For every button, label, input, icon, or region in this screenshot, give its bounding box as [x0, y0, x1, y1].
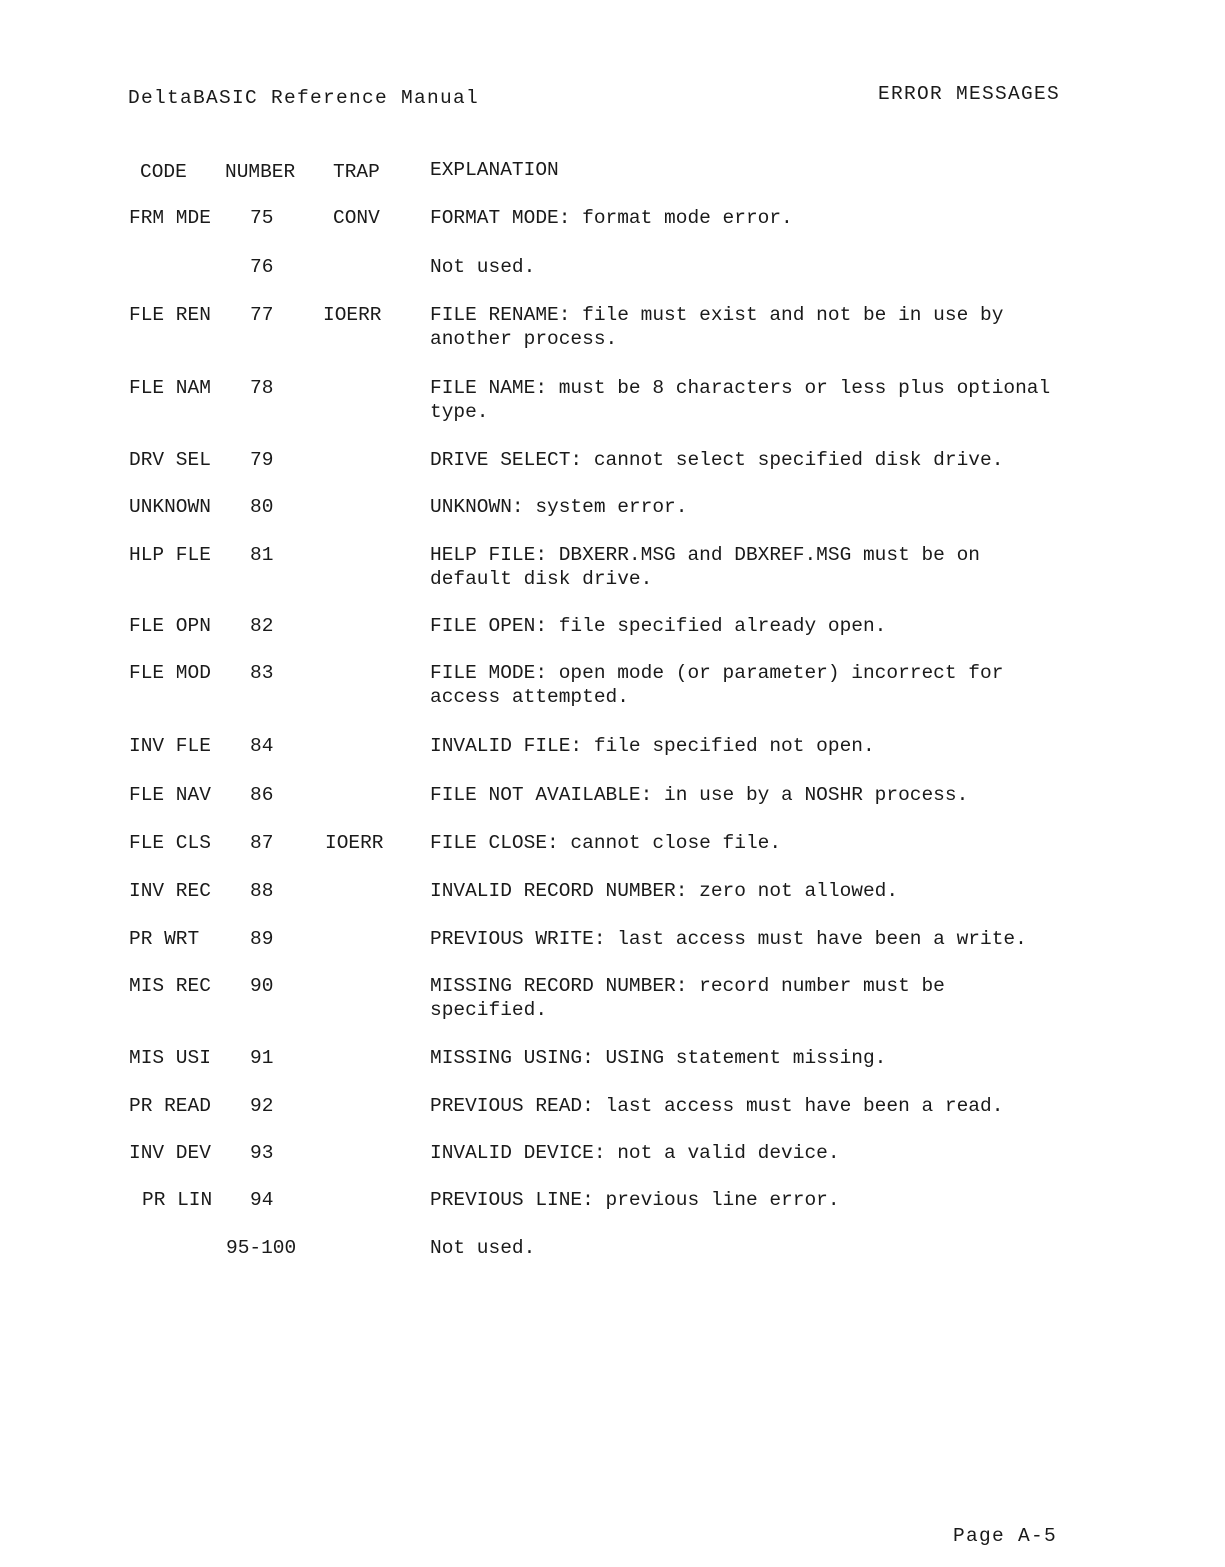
explanation-line: type. — [430, 401, 489, 423]
explanation — [430, 927, 1027, 951]
table-row — [0, 255, 1225, 305]
explanation — [430, 974, 945, 1022]
explanation-line: another process. — [430, 328, 618, 350]
explanation-line: MISSING USING: USING statement missing. — [430, 1047, 887, 1069]
error-number: 80 — [250, 496, 274, 518]
trap-type: CONV — [333, 207, 380, 229]
explanation-line: FILE RENAME: file must exist and not be in use by — [430, 304, 1004, 326]
error-number: 92 — [250, 1095, 274, 1117]
trap-type: IOERR — [325, 832, 384, 854]
error-code: INV REC — [129, 880, 211, 902]
error-number: 87 — [250, 832, 274, 854]
explanation — [430, 206, 793, 230]
error-number: 76 — [250, 256, 274, 278]
error-code: MIS USI — [129, 1047, 211, 1069]
table-row — [0, 831, 1225, 881]
explanation-line: FILE CLOSE: cannot close file. — [430, 832, 782, 854]
table-row — [0, 783, 1225, 833]
explanation — [430, 783, 968, 807]
document-title: DeltaBASIC Reference Manual — [128, 87, 480, 109]
explanation-line: access attempted. — [430, 686, 629, 708]
explanation — [430, 661, 1003, 709]
error-code: FLE OPN — [129, 615, 211, 637]
explanation-line: default disk drive. — [430, 568, 653, 590]
explanation-line: INVALID RECORD NUMBER: zero not allowed. — [430, 880, 899, 902]
error-code: INV DEV — [129, 1142, 211, 1164]
explanation-line: UNKNOWN: system error. — [430, 496, 688, 518]
explanation-line: FILE MODE: open mode (or parameter) incorrect for — [430, 662, 1004, 684]
error-code: FLE REN — [129, 304, 211, 326]
error-code: MIS REC — [129, 975, 211, 997]
explanation-line: INVALID DEVICE: not a valid device. — [430, 1142, 840, 1164]
table-row — [0, 734, 1225, 784]
error-number: 95-100 — [226, 1237, 297, 1259]
error-number: 91 — [250, 1047, 274, 1069]
error-number: 90 — [250, 975, 274, 997]
table-row — [0, 1094, 1225, 1144]
error-code: UNKNOWN — [129, 496, 211, 518]
explanation-line: PREVIOUS WRITE: last access must have been a write. — [430, 928, 1027, 950]
explanation — [430, 1188, 840, 1212]
explanation — [430, 1236, 535, 1260]
error-number: 75 — [250, 207, 274, 229]
page-number: Page A-5 — [953, 1525, 1058, 1547]
trap-type: IOERR — [323, 304, 382, 326]
explanation — [430, 879, 898, 903]
error-number: 86 — [250, 784, 274, 806]
explanation-line: FORMAT MODE: format mode error. — [430, 207, 793, 229]
table-row — [0, 927, 1225, 977]
error-number: 83 — [250, 662, 274, 684]
table-row — [0, 614, 1225, 664]
column-header-number: NUMBER — [225, 161, 296, 183]
table-row — [0, 376, 1225, 426]
explanation-line: Not used. — [430, 256, 536, 278]
error-code: FLE NAV — [129, 784, 211, 806]
explanation-line: specified. — [430, 999, 548, 1021]
explanation-line: PREVIOUS LINE: previous line error. — [430, 1189, 840, 1211]
explanation-line: FILE NAME: must be 8 characters or less plus optional — [430, 377, 1051, 399]
error-number: 82 — [250, 615, 274, 637]
explanation — [430, 1094, 1003, 1118]
explanation — [430, 543, 980, 591]
explanation — [430, 448, 1003, 472]
error-code: FRM MDE — [129, 207, 211, 229]
error-code: DRV SEL — [129, 449, 211, 471]
table-row — [0, 1188, 1225, 1238]
error-code: PR READ — [129, 1095, 211, 1117]
error-number: 84 — [250, 735, 274, 757]
explanation — [430, 614, 886, 638]
table-row — [0, 661, 1225, 711]
error-number: 93 — [250, 1142, 274, 1164]
table-row — [0, 1236, 1225, 1286]
table-row — [0, 495, 1225, 545]
explanation — [430, 495, 687, 519]
table-row — [0, 448, 1225, 498]
explanation — [430, 255, 535, 279]
explanation — [430, 734, 875, 758]
table-row — [0, 974, 1225, 1024]
explanation-line: FILE OPEN: file specified already open. — [430, 615, 887, 637]
column-header-code: CODE — [140, 161, 187, 183]
table-row — [0, 1046, 1225, 1096]
error-code: PR LIN — [142, 1189, 213, 1211]
explanation — [430, 303, 1003, 351]
table-row — [0, 1141, 1225, 1191]
section-title: ERROR MESSAGES — [878, 83, 1061, 105]
explanation — [430, 831, 781, 855]
table-row — [0, 303, 1225, 353]
error-code: FLE MOD — [129, 662, 211, 684]
error-code: INV FLE — [129, 735, 211, 757]
column-header-trap: TRAP — [333, 161, 380, 183]
table-row — [0, 206, 1225, 256]
explanation-line: HELP FILE: DBXERR.MSG and DBXREF.MSG must be on — [430, 544, 980, 566]
explanation-line: MISSING RECORD NUMBER: record number must be — [430, 975, 945, 997]
error-code: FLE NAM — [129, 377, 211, 399]
explanation — [430, 376, 1050, 424]
explanation-line: INVALID FILE: file specified not open. — [430, 735, 875, 757]
error-number: 78 — [250, 377, 274, 399]
explanation — [430, 1141, 840, 1165]
error-number: 94 — [250, 1189, 274, 1211]
explanation-line: Not used. — [430, 1237, 536, 1259]
table-row — [0, 879, 1225, 929]
explanation-line: PREVIOUS READ: last access must have been a read. — [430, 1095, 1004, 1117]
error-number: 88 — [250, 880, 274, 902]
error-number: 79 — [250, 449, 274, 471]
error-code: HLP FLE — [129, 544, 211, 566]
table-row — [0, 543, 1225, 593]
explanation — [430, 1046, 886, 1070]
column-header-explanation: EXPLANATION — [430, 159, 559, 181]
explanation-line: FILE NOT AVAILABLE: in use by a NOSHR process. — [430, 784, 969, 806]
error-number: 89 — [250, 928, 274, 950]
explanation-line: DRIVE SELECT: cannot select specified disk drive. — [430, 449, 1004, 471]
error-number: 77 — [250, 304, 274, 326]
error-code: PR WRT — [129, 928, 200, 950]
error-code: FLE CLS — [129, 832, 211, 854]
error-number: 81 — [250, 544, 274, 566]
